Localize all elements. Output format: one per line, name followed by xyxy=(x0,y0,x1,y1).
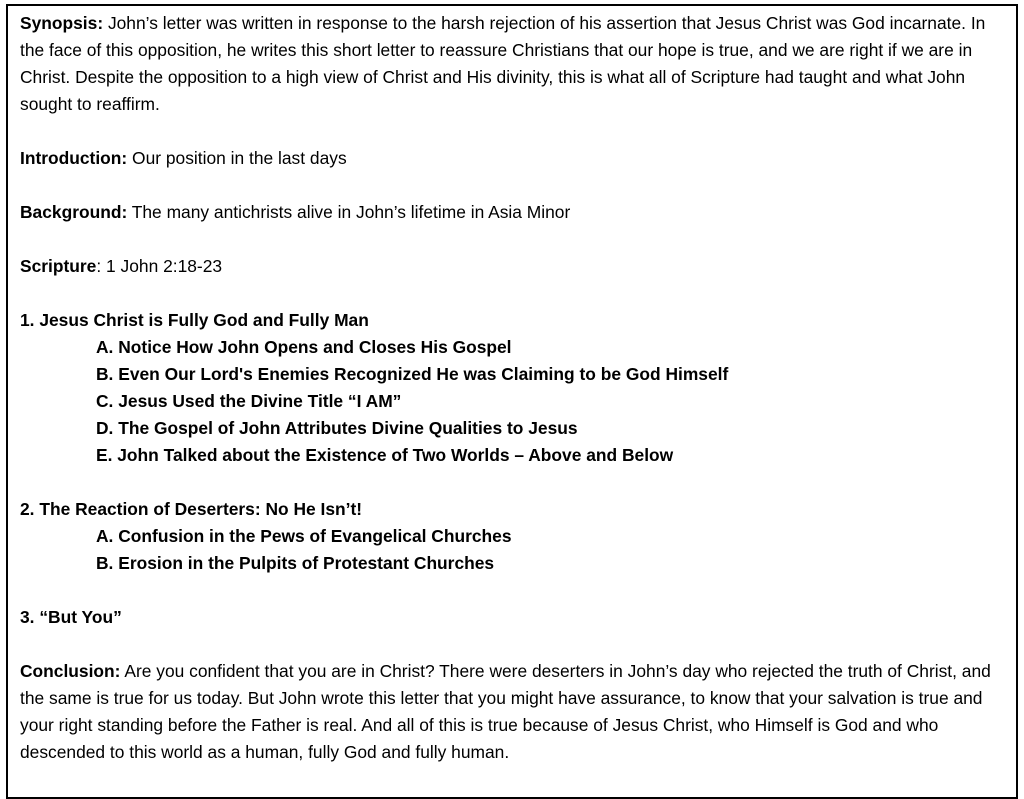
background-text: The many antichrists alive in John’s lifetime in Asia Minor xyxy=(127,202,571,222)
synopsis-paragraph xyxy=(20,10,1006,118)
sermon-outline-box xyxy=(6,4,1018,799)
scripture-line xyxy=(20,253,1006,280)
conclusion-text: Are you confident that you are in Christ? There were deserters in John’s day who rejected the truth of Christ, and the same is true for us today. But John wrote this letter that you might have assurance, to know that your salvation is true and your right standing before the Father is real. And all of this is true because of Jesus Christ, who Himself is God and who descended to this world as a human, fully God and fully human. xyxy=(20,661,991,762)
background-label: Background: xyxy=(20,202,128,222)
synopsis-text: John’s letter was written in response to the harsh rejection of his assertion that Jesus Christ was God incarnate. In the face of this opposition, he writes this short letter to reassure Christians that our hope is true, and we are right if we are in Christ. Despite the opposition to a high view of Christ and His divinity, this is what all of Scripture had taught and what John sought to reaffirm. xyxy=(20,13,986,114)
synopsis-label: Synopsis: xyxy=(20,13,104,33)
outline-point-1b: B. Even Our Lord's Enemies Recognized He was Claiming to be God Himself xyxy=(96,364,729,384)
introduction-line xyxy=(20,145,1006,172)
outline-point-2a: A. Confusion in the Pews of Evangelical Churches xyxy=(96,526,512,546)
outline-point-1a: A. Notice How John Opens and Closes His Gospel xyxy=(96,337,512,357)
scripture-text: : 1 John 2:18-23 xyxy=(96,256,223,276)
outline-point-1e: E. John Talked about the Existence of Two Worlds – Above and Below xyxy=(96,445,674,465)
conclusion-paragraph xyxy=(20,658,1006,766)
scripture-label: Scripture xyxy=(20,256,97,276)
outline-point-1c: C. Jesus Used the Divine Title “I AM” xyxy=(96,391,402,411)
introduction-label: Introduction: xyxy=(20,148,128,168)
outline-point-1d: D. The Gospel of John Attributes Divine Qualities to Jesus xyxy=(96,418,578,438)
outline-point-2b: B. Erosion in the Pulpits of Protestant Churches xyxy=(96,553,495,573)
background-line xyxy=(20,199,1006,226)
outline-point-2-heading: 2. The Reaction of Deserters: No He Isn’t! xyxy=(20,499,363,519)
outline-point-3-heading: 3. “But You” xyxy=(20,607,122,627)
outline-point-1-heading: 1. Jesus Christ is Fully God and Fully Man xyxy=(20,310,369,330)
introduction-text: Our position in the last days xyxy=(127,148,347,168)
conclusion-label: Conclusion: xyxy=(20,661,121,681)
